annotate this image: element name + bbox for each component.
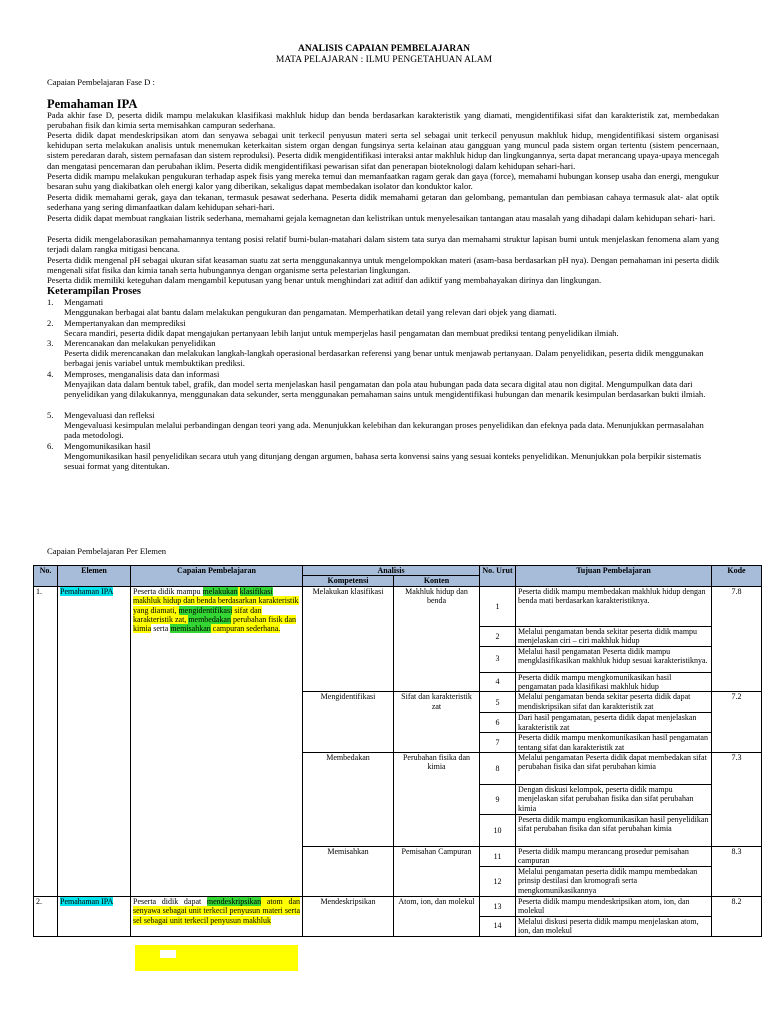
th-capaian: Capaian Pembelajaran [131, 566, 303, 587]
cell-tujuan: Melalui pengamatan benda sekitar peserta didik dapat mendiskripsikan sifat dan karakteristik zat [516, 692, 712, 713]
cell-tujuan: Peserta didik mampu membedakan makhluk hidup dengan benda mati berdasarkan karakteristiknya. [516, 586, 712, 626]
th-konten: Konten [394, 576, 480, 586]
proses-desc: Peserta didik merencanakan dan melakukan langkah-langkah operasional berdasarkan referensi yang benar untuk menjawab pertanyaan. Dalam penyelidikan, peserta didik menggunakan berbagai jenis variabel untuk membuktikan prediksi. [64, 348, 704, 369]
paragraph: Peserta didik mampu melakukan pengukuran terhadap aspek fisis yang mereka temui dan memanfaatkan ragam gerak dan gaya (force), memahami hubungan konsep usaha dan energi, mengukur besaran suhu yang diakibatkan oleh energi kalor yang diberikan, sekaligus dapat membedakan isolator dan konduktor kalor. [47, 171, 719, 192]
cell-kompetensi: Mengidentifikasi [303, 692, 394, 753]
cell-no: 1. [34, 586, 58, 896]
capaian-text: atom dan senyawa sebagai unit terkecil penyusun materi serta sel sebagai unit terkecil penyusun makhluk [133, 896, 300, 925]
paragraph: Pada akhir fase D, peserta didik mampu melakukan klasifikasi makhluk hidup dan benda berdasarkan karakteristik yang diamati, mengidentifikasi sifat dan karakteristik zat, membedakan perubahan fisik dan kimia serta memisahkan campuran sederhana. [47, 110, 719, 131]
list-number: 4. [47, 369, 54, 379]
highlight-gap [160, 950, 176, 958]
cell-tujuan: Melalui diskusi peserta didik mampu menjelaskan atom, ion, dan molekul [516, 916, 712, 936]
capaian-text: mengidentifikasi [178, 605, 233, 615]
table-row [34, 586, 762, 626]
capaian-text: melakukan [202, 586, 238, 596]
capaian-text: serta [151, 624, 171, 634]
page-bottom-margin [0, 945, 768, 1024]
capaian-text: memisahkan [170, 624, 211, 634]
cell-no-urut: 4 [480, 672, 516, 692]
proses-title: Memproses, menganalisis data dan informasi [64, 369, 220, 379]
cell-tujuan: Peserta didik mampu mengkomunikasikan hasil pengamatan pada klasifikasi makhluk hidup [516, 672, 712, 692]
th-elemen: Elemen [58, 566, 131, 587]
list-number: 1. [47, 297, 54, 307]
cell-tujuan: Melalui hasil pengamatan Peserta didik mampu mengklasifikasikan makhluk hidup sesuai karakteristiknya. [516, 646, 712, 672]
section-heading-proses: Keterampilan Proses [47, 286, 141, 297]
cell-no-urut: 9 [480, 785, 516, 815]
cell-no-urut: 11 [480, 847, 516, 867]
cell-no-urut: 13 [480, 896, 516, 916]
cell-no-urut: 12 [480, 866, 516, 896]
list-number: 6. [47, 441, 54, 451]
cell-capaian [131, 586, 303, 896]
proses-desc: Mengomunikasikan hasil penyelidikan secara utuh yang ditunjang dengan argumen, bahasa serta konvensi sains yang sesuai konteks penyelidikan. Menunjukkan pola berpikir sistematis sesuai format yang ditentukan. [64, 451, 702, 472]
cell-kode: 8.2 [712, 896, 762, 936]
cell-capaian [131, 896, 303, 936]
cell-no-urut: 10 [480, 815, 516, 847]
cell-no-urut: 14 [480, 916, 516, 936]
cell-kode: 7.2 [712, 692, 762, 753]
cell-elemen [58, 586, 131, 896]
cell-konten: Pemisahan Campuran [394, 847, 480, 897]
paragraph: Peserta didik mengenal pH sebagai ukuran sifat keasaman suatu zat serta menggunakannya untuk mengelompokkan materi (asam-basa berdasarkan pH nya). Dengan pemahaman ini peserta didik mengenali sifat fisika dan kimia tanah serta hubungannya dengan organisme serta pelestarian lingkungan. [47, 255, 719, 276]
cell-tujuan: Peserta didik mampu menkomunikasikan hasil pengamatan tentang sifat dan karakteristik zat [516, 733, 712, 753]
cell-tujuan: Peserta didik mampu engkomunikasikan hasil penyelidikan sifat perubahan fisika dan sifat perubahan kimia [516, 815, 712, 847]
cell-no-urut: 1 [480, 586, 516, 626]
proses-title: Mempertanyakan dan memprediksi [64, 318, 186, 328]
proses-title: Mengevaluasi dan refleksi [64, 410, 155, 420]
fase-label: Capaian Pembelajaran Fase D : [47, 77, 155, 87]
th-kompetensi: Kompetensi [303, 576, 394, 586]
th-tujuan: Tujuan Pembelajaran [516, 566, 712, 587]
proses-title: Merencanakan dan melakukan penyelidikan [64, 338, 216, 348]
paragraph: Peserta didik mengelaborasikan pemahamannya tentang posisi relatif bumi-bulan-matahari dalam sistem tata surya dan memahami struktur lapisan bumi untuk menjelaskan fenomena alam yang terjadi dalam rangka mitigasi bencana. [47, 234, 719, 255]
cell-no-urut: 8 [480, 753, 516, 785]
proses-title: Mengamati [64, 297, 104, 307]
list-number: 3. [47, 338, 54, 348]
cell-kompetensi: Melakukan klasifikasi [303, 586, 394, 692]
th-no: No. [34, 566, 58, 587]
capaian-text: membedakan [188, 615, 231, 625]
list-number: 5. [47, 410, 54, 420]
cell-kode: 7.3 [712, 753, 762, 847]
capaian-text: Peserta didik dapat [133, 896, 207, 906]
cell-kode: 8.3 [712, 847, 762, 897]
highlight-block [135, 945, 298, 971]
table-row [34, 896, 762, 916]
cell-tujuan: Melalui pengamatan benda sekitar peserta didik mampu menjelaskan ciri – ciri makhluk hidup [516, 626, 712, 646]
capaian-text: klasifikasi [239, 586, 273, 596]
capaian-text: makhluk hidup dan benda berdasarkan karakteristik yang diamati, [133, 596, 299, 615]
cell-kompetensi: Memisahkan [303, 847, 394, 897]
cell-kode: 7.8 [712, 586, 762, 692]
cell-no-urut: 3 [480, 646, 516, 672]
th-analisis: Analisis [303, 566, 480, 576]
capaian-text: mendeskripsikan [206, 896, 262, 906]
cell-tujuan: Melalui pengamatan Peserta didik dapat membedakan sifat perubahan fisika dan sifat perubahan kimia [516, 753, 712, 785]
th-no-urut: No. Urut [480, 566, 516, 587]
proses-desc: Menggunakan berbagai alat bantu dalam melakukan pengukuran dan pengamatan. Memperhatikan detail yang relevan dari objek yang diamati. [64, 307, 557, 317]
cell-tujuan: Dari hasil pengamatan, peserta didik dapat menjelaskan karakteristik zat [516, 713, 712, 733]
cell-no: 2. [34, 896, 58, 936]
capaian-table [33, 565, 762, 937]
capaian-text: campuran sederhana. [210, 624, 281, 634]
section-heading-pemahaman: Pemahaman IPA [47, 97, 138, 111]
th-kode: Kode [712, 566, 762, 587]
cell-no-urut: 5 [480, 692, 516, 713]
document-title: ANALISIS CAPAIAN PEMBELAJARAN [298, 44, 470, 54]
cell-no-urut: 6 [480, 713, 516, 733]
cell-konten: Atom, ion, dan molekul [394, 896, 480, 936]
elemen-label: Pemahaman IPA [60, 896, 114, 906]
cell-tujuan: Peserta didik mampu merancang prosedur pemisahan campuran [516, 847, 712, 867]
cell-tujuan: Dengan diskusi kelompok, peserta didik mampu menjelaskan sifat perubahan fisika dan sifat perubahan kimia [516, 785, 712, 815]
cell-kompetensi: Mendeskripsikan [303, 896, 394, 936]
proses-desc: Mengevaluasi kesimpulan melalui perbandingan dengan teori yang ada. Menunjukkan kelebihan dan kekurangan proses penyelidikan dan efeknya pada data. Menunjukkan permasalahan pada metodologi. [64, 420, 704, 441]
proses-desc: Menyajikan data dalam bentuk tabel, grafik, dan model serta menjelaskan hasil pengamatan dan pola atau hubungan pada data secara digital atau non digital. Mengumpulkan data dari penyelidikan yang dilakukannya, menggunakan data sekunder, serta menggunakan pemahaman sains untuk mengidentifikasi hubungan dan menarik kesimpulan berdasarkan bukti ilmiah. [64, 379, 706, 400]
per-elemen-label: Capaian Pembelajaran Per Elemen [47, 546, 167, 556]
cell-tujuan: Peserta didik mampu mendeskripsikan atom, ion, dan molekul [516, 896, 712, 916]
paragraph: Peserta didik memiliki keteguhan dalam mengambil keputusan yang benar untuk menghindari zat aditif dan adiktif yang membahayakan dirinya dan lingkungan. [47, 275, 602, 285]
proses-title: Mengomunikasikan hasil [64, 441, 151, 451]
cell-konten: Makhluk hidup dan benda [394, 586, 480, 692]
proses-desc: Secara mandiri, peserta didik dapat mengajukan pertanyaan lebih lanjut untuk memperjelas hasil pengamatan dan membuat prediksi tentang penyelidikan ilmiah. [64, 328, 619, 338]
paragraph: Peserta didik dapat mendeskripsikan atom dan senyawa sebagai unit terkecil penyusun materi serta sel sebagai unit terkecil penyusun makhluk hidup, mengidentifikasi sistem organisasi kehidupan serta melakukan analisis untuk menemukan keterkaitan sistem organ dengan fungsinya serta kelainan atau gangguan yang muncul pada sistem organ tertentu (sistem pencernaan, sistem peredaran darah, sistem pernafasan dan sistem reproduksi). Peserta didik mengidentifikasi interaksi antar makhluk hidup dan lingkungannya, serta dapat merancang upaya-upaya mencegah dan mengatasi pencemaran dan perubahan iklim. Peserta didik mengidentifikasi pewarisan sifat dan penerapan bioteknologi dalam kehidupan sehari-hari. [47, 130, 719, 171]
list-number: 2. [47, 318, 54, 328]
cell-elemen [58, 896, 131, 936]
paragraph: Peserta didik memahami gerak, gaya dan tekanan, termasuk pesawat sederhana. Peserta didik memahami getaran dan gelombang, pemantulan dan pembiasan cahaya termasuk alat- alat optik sederhana yang sering dimanfaatkan dalam kehidupan sehari-hari. [47, 192, 719, 213]
cell-no-urut: 7 [480, 733, 516, 753]
cell-konten: Perubahan fisika dan kimia [394, 753, 480, 847]
cell-kompetensi: Membedakan [303, 753, 394, 847]
cell-no-urut: 2 [480, 626, 516, 646]
capaian-text: sifat dan karakteristik zat, [133, 605, 262, 625]
elemen-label: Pemahaman IPA [60, 586, 114, 596]
document-subtitle: MATA PELAJARAN : ILMU PENGETAHUAN ALAM [275, 55, 493, 65]
paragraph: Peserta didik dapat membuat rangkaian listrik sederhana, memahami gejala kemagnetan dan kelistrikan untuk menyelesaikan tantangan atau masalah yang dihadapi dalam kehidupan sehari- hari. [47, 213, 716, 223]
cell-tujuan: Melalui pengamatan peserta didik mampu membedakan prinsip destilasi dan kromografi serta mengkomunikasikannya [516, 866, 712, 896]
capaian-text: Peserta didik mampu [133, 586, 203, 596]
capaian-text: perubahan fisik dan kimia [133, 615, 297, 634]
cell-konten: Sifat dan karakteristik zat [394, 692, 480, 753]
